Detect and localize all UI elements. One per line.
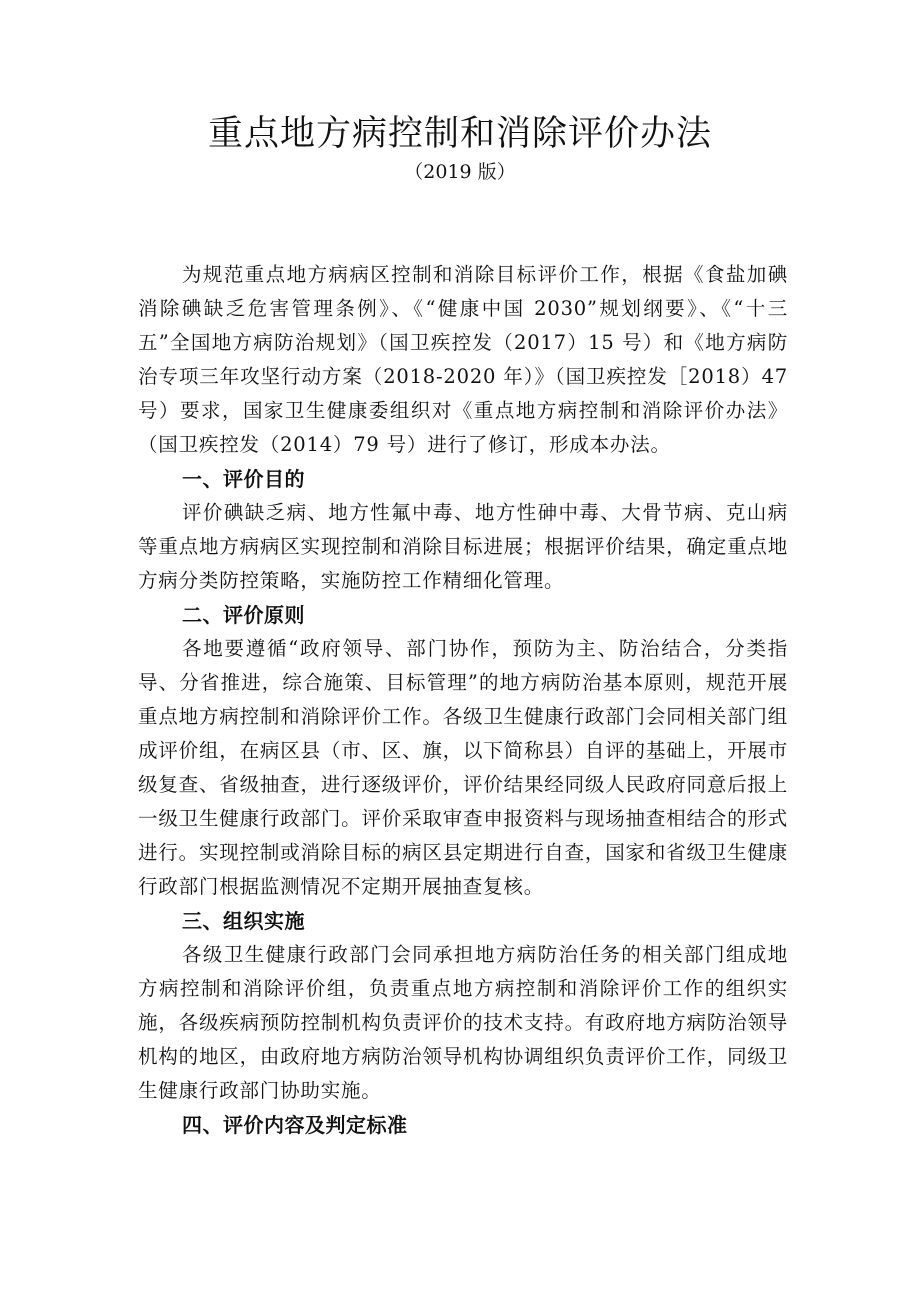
section-text-purpose: 评价碘缺乏病、地方性氟中毒、地方性砷中毒、大骨节病、克山病等重点地方病病区实现控制和消除目标进展；根据评价结果，确定重点地方病分类防控策略，实施防控工作精细化管理。 <box>138 501 788 592</box>
document-title: 重点地方病控制和消除评价办法 <box>207 114 712 154</box>
document-body <box>138 258 788 1142</box>
section-text-principles: 各地要遵循“政府领导、部门协作，预防为主、防治结合，分类指导、分省推进，综合施策、目标管理”的地方病防治基本原则，规范开展重点地方病控制和消除评价工作。各级卫生健康行政部门会同相关部门组成评价组，在病区县（市、区、旗，以下简称县）自评的基础上，开展市级复查、省级抽查，进行逐级评价，评价结果经同级人民政府同意后报上一级卫生健康行政部门。评价采取审查申报资料与现场抽查相结合的形式进行。实现控制或消除目标的病区县定期进行自查，国家和省级卫生健康行政部门根据监测情况不定期开展抽查复核。 <box>138 637 788 898</box>
section-text-implementation: 各级卫生健康行政部门会同承担地方病防治任务的相关部门组成地方病控制和消除评价组，负责重点地方病控制和消除评价工作的组织实施，各级疾病预防控制机构负责评价的技术支持。有政府地方病防治领导机构的地区，由政府地方病防治领导机构协调组织负责评价工作，同级卫生健康行政部门协助实施。 <box>138 943 788 1102</box>
section-heading-principles: 二、评价原则 <box>182 603 305 627</box>
intro-paragraph: 为规范重点地方病病区控制和消除目标评价工作，根据《食盐加碘消除碘缺乏危害管理条例》、《“健康中国 2030”规划纲要》、《“十三五”全国地方病防治规划》（国卫疾控发（2017）15 号）和《地方病防治专项三年攻坚行动方案（2018-2020 年）》（国卫疾控发［2018）47 号）要求，国家卫生健康委组织对《重点地方病控制和消除评价办法》（国卫疾控发（2014）79 号）进行了修订，形成本办法。 <box>138 263 788 456</box>
section-heading-criteria: 四、评价内容及判定标准 <box>182 1113 408 1137</box>
section-heading-implementation: 三、组织实施 <box>182 909 305 933</box>
section-heading-purpose: 一、评价目的 <box>182 467 305 491</box>
document-edition: （2019 版） <box>404 161 516 183</box>
